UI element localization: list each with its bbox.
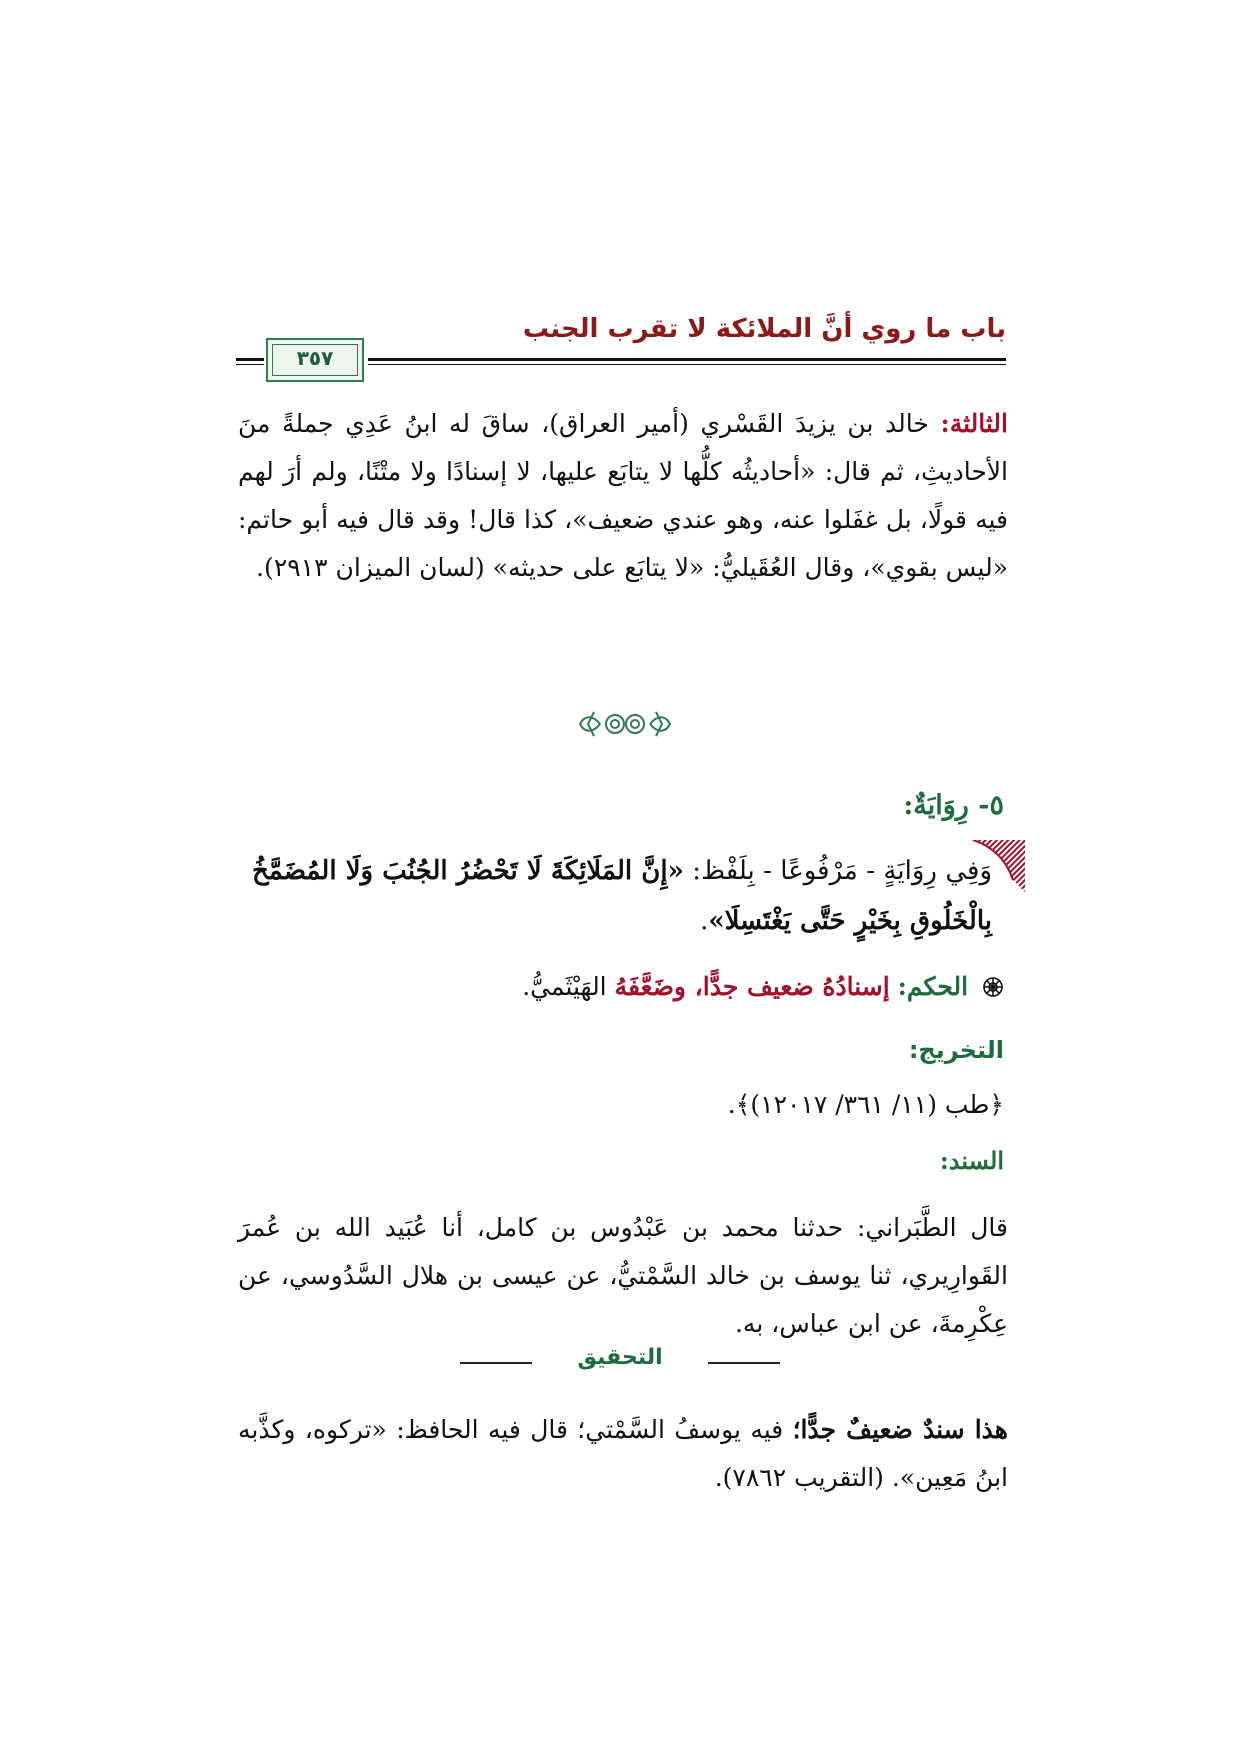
hadith-matn: «إِنَّ المَلَائِكَةَ لَا تَحْضُرُ الجُنُبَ وَلَا المُضَمَّخُ بِالْخَلُوقِ بِخَيْرٍ حَتَّى يَغْتَسِلَا» bbox=[252, 856, 992, 936]
paragraph-text: خالد بن يزيدَ القَسْري (أمير العراق)، ساقَ له ابنُ عَدِي جملةً منَ الأحاديثِ، ثم قال: «أحاديثُه كلُّها لا يتابَع عليها، لا إسنادًا ولا متْنًا، ولم أرَ لهم فيه قولًا، بل غفَلوا عنه، وهو عندي ضعيف»، كذا قال! وقد قال فيه أبو حاتم: «ليس بقوي»، وقال العُقَيليُّ: «لا يتابَع على حديثه» (لسان الميزان ٢٩١٣). bbox=[238, 409, 1008, 582]
header-rule bbox=[368, 358, 1006, 361]
hadith-text bbox=[252, 846, 992, 946]
header-rule-thin bbox=[368, 364, 1006, 365]
ruling-label: الحكم: bbox=[897, 972, 969, 1001]
floral-ornament-icon bbox=[570, 704, 680, 744]
tahqiq-text: فيه يوسفُ السَّمْتي؛ قال فيه الحافظ: «تركوه، وكذَّبه ابنُ مَعِين». (التقريب ٧٨٦٢). bbox=[238, 1415, 1008, 1492]
rosette-icon bbox=[982, 976, 1004, 998]
running-title: باب ما روي أنَّ الملائكة لا تقرب الجنب bbox=[522, 314, 1006, 344]
sanad-text: قال الطَّبَراني: حدثنا محمد بن عَبْدُوس بن كامل، أنا عُبَيد الله بن عُمرَ القَوارِيري، ثنا يوسف بن خالد السَّمْتيُّ، عن عيسى بن هلال السَّدُوسي، عن عِكْرِمةَ، عن ابن عباس، به. bbox=[238, 1213, 1008, 1338]
header-rule-left bbox=[236, 358, 264, 361]
paragraph-third-narrator bbox=[238, 400, 1008, 592]
takhrij-label: التخريج: bbox=[908, 1036, 1004, 1064]
source-reference: ﴿طب (١١/ ٣٦١/ ١٢٠١٧)﴾. bbox=[727, 1090, 1004, 1119]
page-header bbox=[236, 300, 1006, 370]
tahqiq-paragraph bbox=[238, 1406, 1008, 1502]
page-number-badge bbox=[266, 338, 364, 382]
tahqiq-lead: هذا سندٌ ضعيفٌ جدًّا؛ bbox=[792, 1415, 1008, 1444]
page-number: ٣٥٧ bbox=[296, 346, 334, 370]
ruling-line bbox=[522, 972, 1004, 1001]
section-number: ٥- bbox=[978, 790, 1004, 821]
section-title: رِوَايَةٌ: bbox=[903, 790, 969, 821]
header-rule-left-thin bbox=[236, 364, 264, 365]
ruling-value: إسنادُهُ ضعيف جدًّا، وضَعَّفَهُ bbox=[614, 972, 890, 1001]
sanad-paragraph bbox=[238, 1204, 1008, 1348]
section-heading bbox=[903, 790, 1004, 821]
tahqiq-heading: التحقيق bbox=[577, 1345, 663, 1370]
hadith-end: . bbox=[700, 906, 709, 936]
sanad-label: السند: bbox=[939, 1146, 1004, 1175]
hadith-intro: وَفِي رِوَايَةٍ - مَرْفُوعًا - بِلَفْظ: bbox=[683, 856, 992, 886]
paragraph-lead: الثالثة: bbox=[940, 409, 1008, 438]
tahqiq-divider bbox=[460, 1345, 780, 1381]
ruling-tail: الهَيْثَميُّ. bbox=[522, 972, 607, 1001]
